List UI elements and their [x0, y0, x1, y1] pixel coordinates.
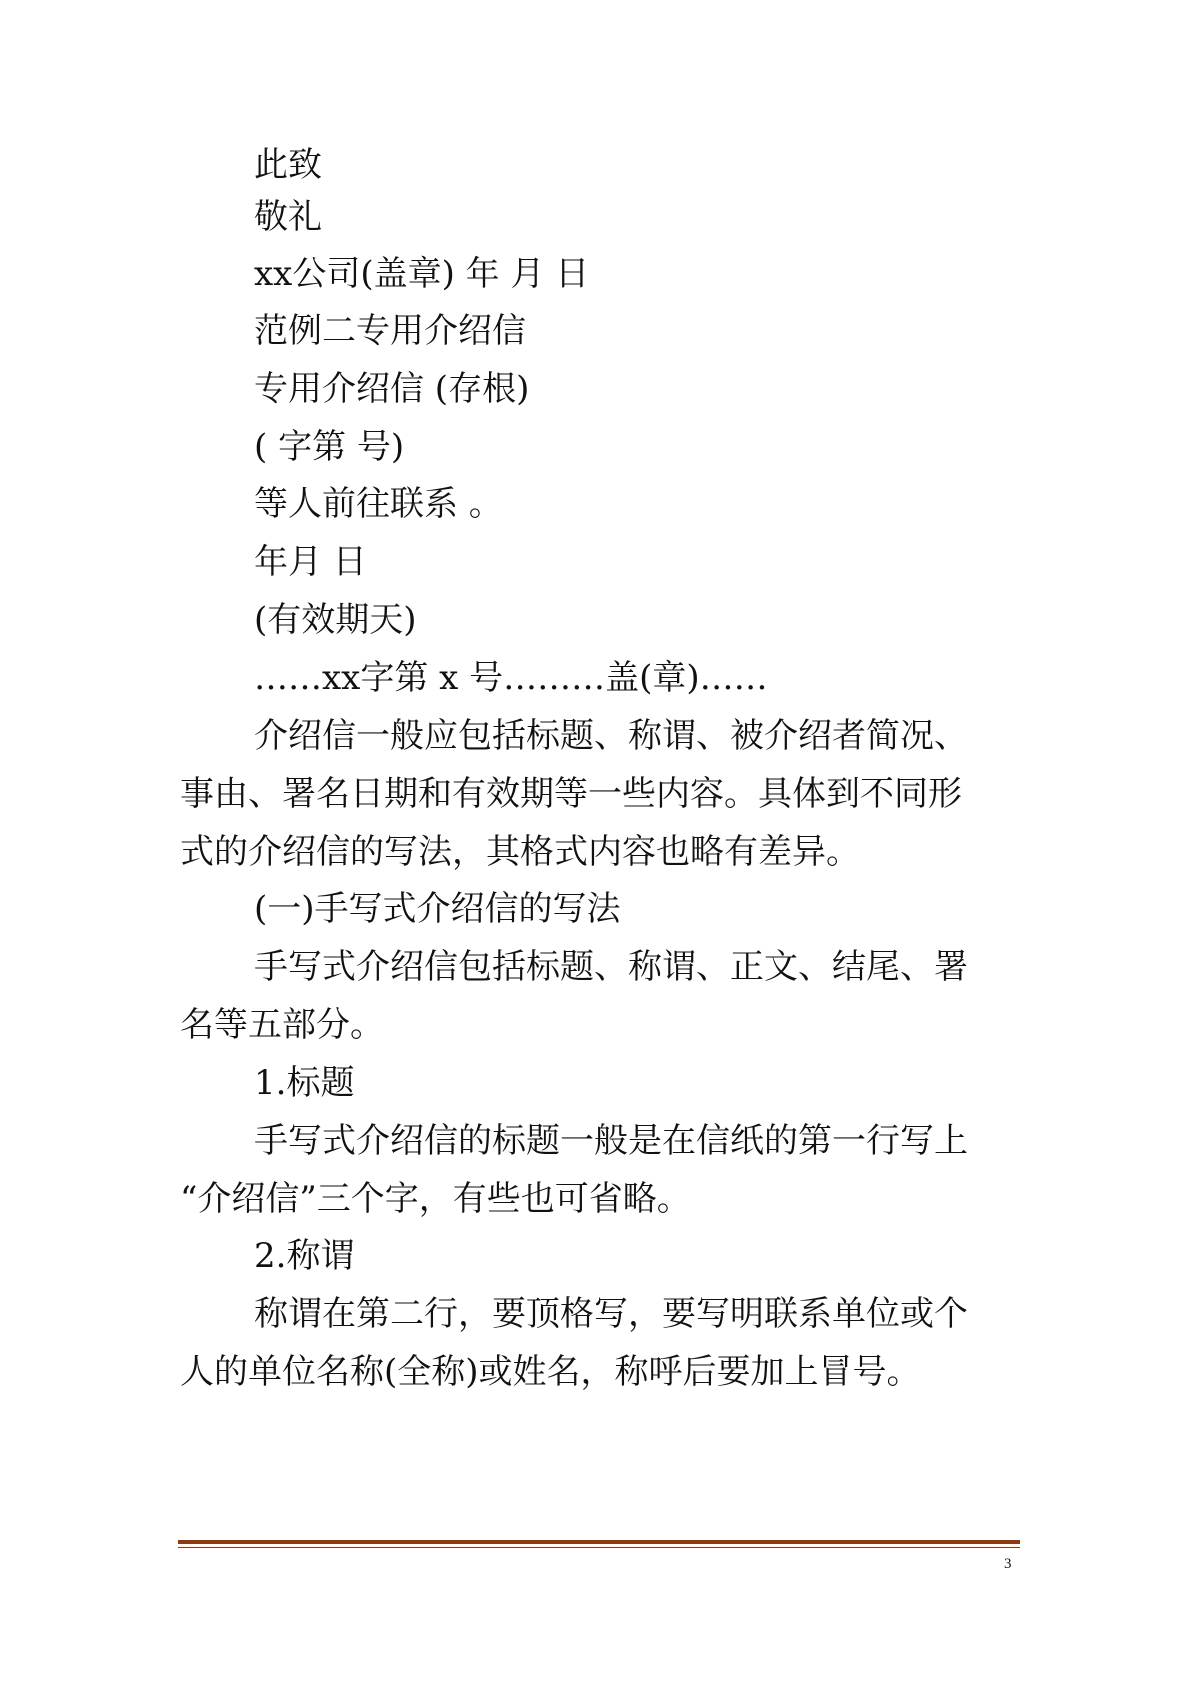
subsection-heading: 2.称谓: [254, 1236, 355, 1276]
stub-title: 专用介绍信 (存根): [254, 369, 530, 409]
paragraph-line: “介绍信”三个字，有些也可省略。: [180, 1179, 691, 1219]
footer-rule-thick: [178, 1540, 1020, 1544]
page-number: 3: [1004, 1556, 1012, 1572]
signature-date-line: xx公司(盖章) 年 月 日: [254, 254, 590, 294]
section-heading: (一)手写式介绍信的写法: [254, 889, 621, 929]
example-heading: 范例二专用介绍信: [254, 311, 526, 351]
paragraph-line: 介绍信一般应包括标题、称谓、被介绍者简况、: [254, 716, 968, 756]
paragraph-line: 人的单位名称(全称)或姓名，称呼后要加上冒号。: [180, 1352, 921, 1392]
paragraph-line: 式的介绍信的写法，其格式内容也略有差异。: [180, 832, 860, 872]
validity-line: (有效期天): [254, 600, 417, 640]
reference-number-line: ( 字第 号): [254, 427, 405, 467]
paragraph-line: 手写式介绍信包括标题、称谓、正文、结尾、署: [254, 947, 968, 987]
paragraph-line: 事由、署名日期和有效期等一些内容。具体到不同形: [180, 774, 962, 814]
paragraph-line: 手写式介绍信的标题一般是在信纸的第一行写上: [254, 1121, 968, 1161]
date-line: 年月 日: [254, 542, 367, 582]
subsection-heading: 1.标题: [254, 1063, 355, 1103]
perforation-line: ……xx字第 x 号………盖(章)……: [254, 658, 768, 698]
contact-line: 等人前往联系 。: [254, 484, 503, 524]
closing-line: 此致: [254, 145, 322, 185]
paragraph-line: 名等五部分。: [180, 1005, 384, 1045]
salutation-line: 敬礼: [254, 197, 322, 237]
footer-rule-thin: [178, 1547, 1020, 1548]
paragraph-line: 称谓在第二行，要顶格写，要写明联系单位或个: [254, 1294, 968, 1334]
